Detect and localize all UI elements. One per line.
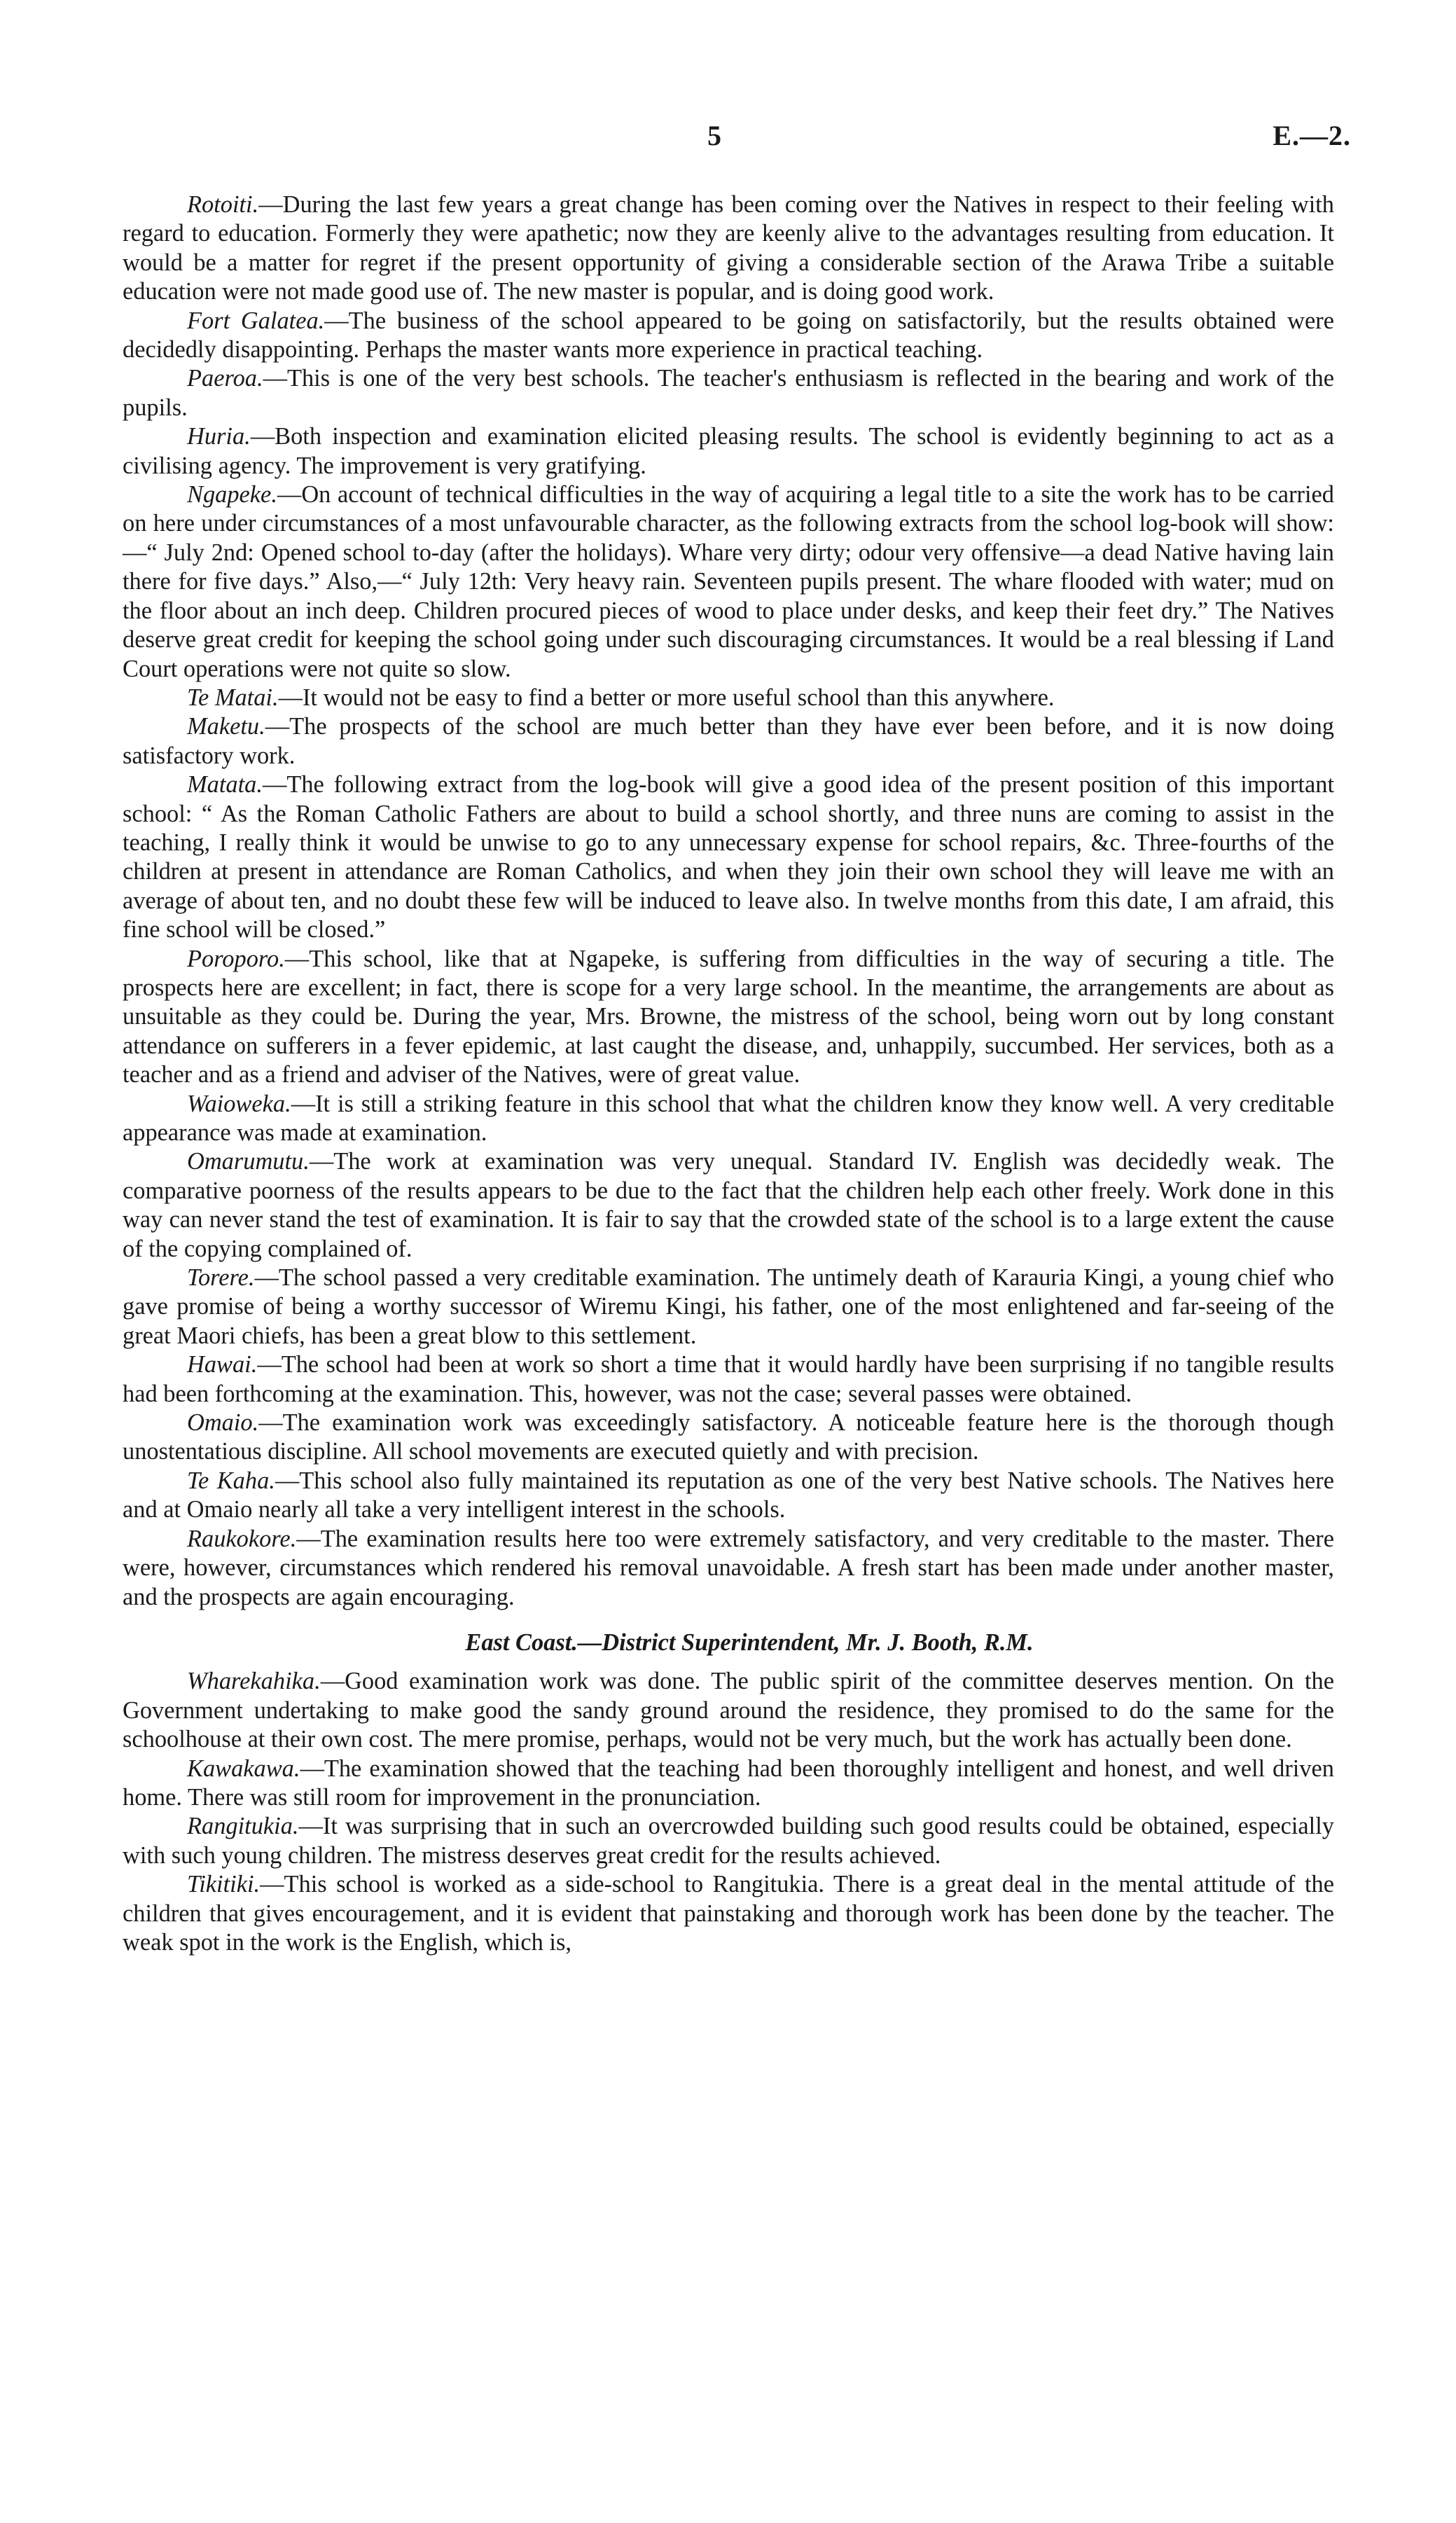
- page-number: 5: [707, 120, 721, 151]
- school-name: Rotoiti.: [187, 191, 259, 218]
- school-report-text: —The school had been at work so short a time that it would hardly have been surprising if no tangible results had been forthcoming at the examination. This, however, was not the case; several passes were obtained.: [123, 1351, 1334, 1407]
- school-name: Paeroa.: [187, 365, 263, 392]
- school-report-raukokore: [123, 1525, 1334, 1612]
- page-header: [0, 119, 1456, 161]
- school-report-text: —During the last few years a great change has been coming over the Natives in respect to their feeling with regard to education. Formerly they were apathetic; now they are keenly alive to the advantages resulting from education. It would be a matter for regret if the present opportunity of giving a considerable section of the Arawa Tribe a suitable education were not made good use of. The new master is popular, and is doing good work.: [123, 191, 1334, 305]
- school-report-text: —The examination work was exceedingly satisfactory. A noticeable feature here is the thorough though unostentatious discipline. All school movements are executed quietly and with precision.: [123, 1409, 1334, 1465]
- school-report-text: —It was surprising that in such an overcrowded building such good results could be obtained, especially with such young children. The mistress deserves great credit for the results achieved.: [123, 1813, 1334, 1869]
- school-report-ngapeke: [123, 481, 1334, 684]
- school-report-text: —The examination showed that the teaching had been thoroughly intelligent and honest, and well driven home. There was still room for improvement in the pronunciation.: [123, 1755, 1334, 1811]
- school-report-omarumutu: [123, 1147, 1334, 1264]
- school-report-text: —The following extract from the log-book will give a good idea of the present position of this important school: “ As the Roman Catholic Fathers are about to build a school shortly, and three nuns are coming to assist in the teaching, I really think it would be unwise to go to any unnecessary expense for school repairs, &c. Three-fourths of the children at present in attendance are Roman Catholics, and when they join their own school they will leave me with an average of about ten, and no doubt these few will be induced to leave also. In twelve months from this date, I am afraid, this fine school will be closed.”: [123, 771, 1334, 943]
- school-report-text: —It is still a striking feature in this school that what the children know they know well. A very creditable appearance was made at examination.: [123, 1090, 1334, 1146]
- school-report-text: —This school is worked as a side-school to Rangitukia. There is a great deal in the mental attitude of the children that gives encouragement, and it is evident that painstaking and thorough work has been done by the teacher. The weak spot in the work is the English, which is,: [123, 1871, 1334, 1956]
- school-report-hawai: [123, 1350, 1334, 1409]
- school-report-huria: [123, 422, 1334, 481]
- school-report-text: —This school also fully maintained its reputation as one of the very best Native schools. The Natives here and at Omaio nearly all take a very intelligent interest in the schools.: [123, 1467, 1334, 1523]
- school-name: Maketu.: [187, 713, 265, 740]
- school-report-fort-galatea: [123, 307, 1334, 365]
- school-report-waioweka: [123, 1090, 1334, 1148]
- school-report-matata: [123, 770, 1334, 944]
- school-report-te-kaha: [123, 1467, 1334, 1525]
- report-body: [123, 191, 1334, 1957]
- school-report-text: —The examination results here too were extremely satisfactory, and very creditable to the master. There were, however, circumstances which rendered his removal unavoidable. A fresh start has been made under another master, and the prospects are again encouraging.: [123, 1525, 1334, 1610]
- school-name: Torere.: [187, 1264, 255, 1292]
- school-name: Raukokore.: [187, 1525, 297, 1552]
- school-report-text: —On account of technical difficulties in the way of acquiring a legal title to a site the work has to be carried on here under circumstances of a most unfavourable character, as the following extracts from the school log-book will show:—“ July 2nd: Opened school to-day (after the holidays). Whare very dirty; odour very offensive—a dead Native having lain there for five days.” Also,—“ July 12th: Very heavy rain. Seventeen pupils present. The whare flooded with water; mud on the floor about an inch deep. Children procured pieces of wood to place under desks, and keep their feet dry.” The Natives deserve great credit for keeping the school going under such discouraging circumstances. It would be a real blessing if Land Court operations were not quite so slow.: [123, 481, 1334, 682]
- school-name: Omarumutu.: [187, 1148, 310, 1175]
- school-report-rangitukia: [123, 1812, 1334, 1870]
- school-report-kawakawa: [123, 1755, 1334, 1813]
- school-report-poroporo: [123, 945, 1334, 1090]
- school-report-text: —The school passed a very creditable examination. The untimely death of Karauria Kingi, a young chief who gave promise of being a worthy successor of Wiremu Kingi, his father, one of the most enlightened and far-seeing of the great Maori chiefs, has been a great blow to this settlement.: [123, 1264, 1334, 1349]
- school-report-text: —Good examination work was done. The public spirit of the committee deserves mention. On the Government undertaking to make good the sandy ground around the residence, they promised to do the same for the schoolhouse at their own cost. The mere promise, perhaps, would not be very much, but the work has actually been done.: [123, 1668, 1334, 1753]
- section-heading-east-coast: East Coast.—District Superintendent, Mr. J. Booth, R.M.: [465, 1629, 1034, 1656]
- school-report-omaio: [123, 1409, 1334, 1467]
- school-report-text: —The work at examination was very unequal. Standard IV. English was decidedly weak. The comparative poorness of the results appears to be due to the fact that the children help each other freely. Work done in this way can never stand the test of examination. It is fair to say that the crowded state of the school is to a large extent the cause of the copying complained of.: [123, 1148, 1334, 1262]
- school-name: Rangitukia.: [187, 1813, 299, 1840]
- school-report-wharekahika: [123, 1667, 1334, 1754]
- school-report-text: —This school, like that at Ngapeke, is suffering from difficulties in the way of securing a title. The prospects here are excellent; in fact, there is scope for a very large school. In the meantime, the arrangements are about as unsuitable as they could be. During the year, Mrs. Browne, the mistress of the school, being worn out by long constant attendance on sufferers in a fever epidemic, at last caught the disease, and, unhappily, succumbed. Her services, both as a teacher and as a friend and adviser of the Natives, were of great value.: [123, 945, 1334, 1088]
- school-name: Omaio.: [187, 1409, 259, 1437]
- school-report-te-matai: [123, 684, 1334, 712]
- school-name: Matata.: [187, 771, 263, 799]
- school-name: Huria.: [187, 423, 251, 450]
- school-name: Kawakawa.: [187, 1755, 300, 1782]
- school-report-text: —Both inspection and examination elicited pleasing results. The school is evidently beginning to act as a civilising agency. The improvement is very gratifying.: [123, 423, 1334, 479]
- school-name: Hawai.: [187, 1351, 258, 1378]
- school-report-rotoiti: [123, 191, 1334, 307]
- school-report-text: —This is one of the very best schools. The teacher's enthusiasm is reflected in the bearing and work of the pupils.: [123, 365, 1334, 421]
- school-report-text: —It would not be easy to find a better or more useful school than this anywhere.: [278, 684, 1055, 711]
- document-reference: E.—2.: [1273, 120, 1351, 151]
- school-name: Poroporo.: [187, 945, 285, 972]
- school-report-text: —The prospects of the school are much better than they have ever been before, and it is now doing satisfactory work.: [123, 713, 1334, 769]
- school-report-torere: [123, 1264, 1334, 1350]
- school-report-maketu: [123, 712, 1334, 770]
- school-report-paeroa: [123, 364, 1334, 422]
- school-report-tikitiki: [123, 1870, 1334, 1957]
- school-report-text: —The business of the school appeared to be going on satisfactorily, but the results obtained were decidedly disappointing. Perhaps the master wants more experience in practical teaching.: [123, 307, 1334, 364]
- school-name: Te Kaha.: [187, 1467, 275, 1494]
- school-name: Ngapeke.: [187, 481, 277, 509]
- school-name: Tikitiki.: [187, 1871, 261, 1898]
- school-name: Te Matai.: [187, 684, 279, 711]
- school-name: Wharekahika.: [187, 1668, 321, 1695]
- school-name: Waioweka.: [187, 1090, 291, 1117]
- school-name: Fort Galatea.: [187, 307, 325, 334]
